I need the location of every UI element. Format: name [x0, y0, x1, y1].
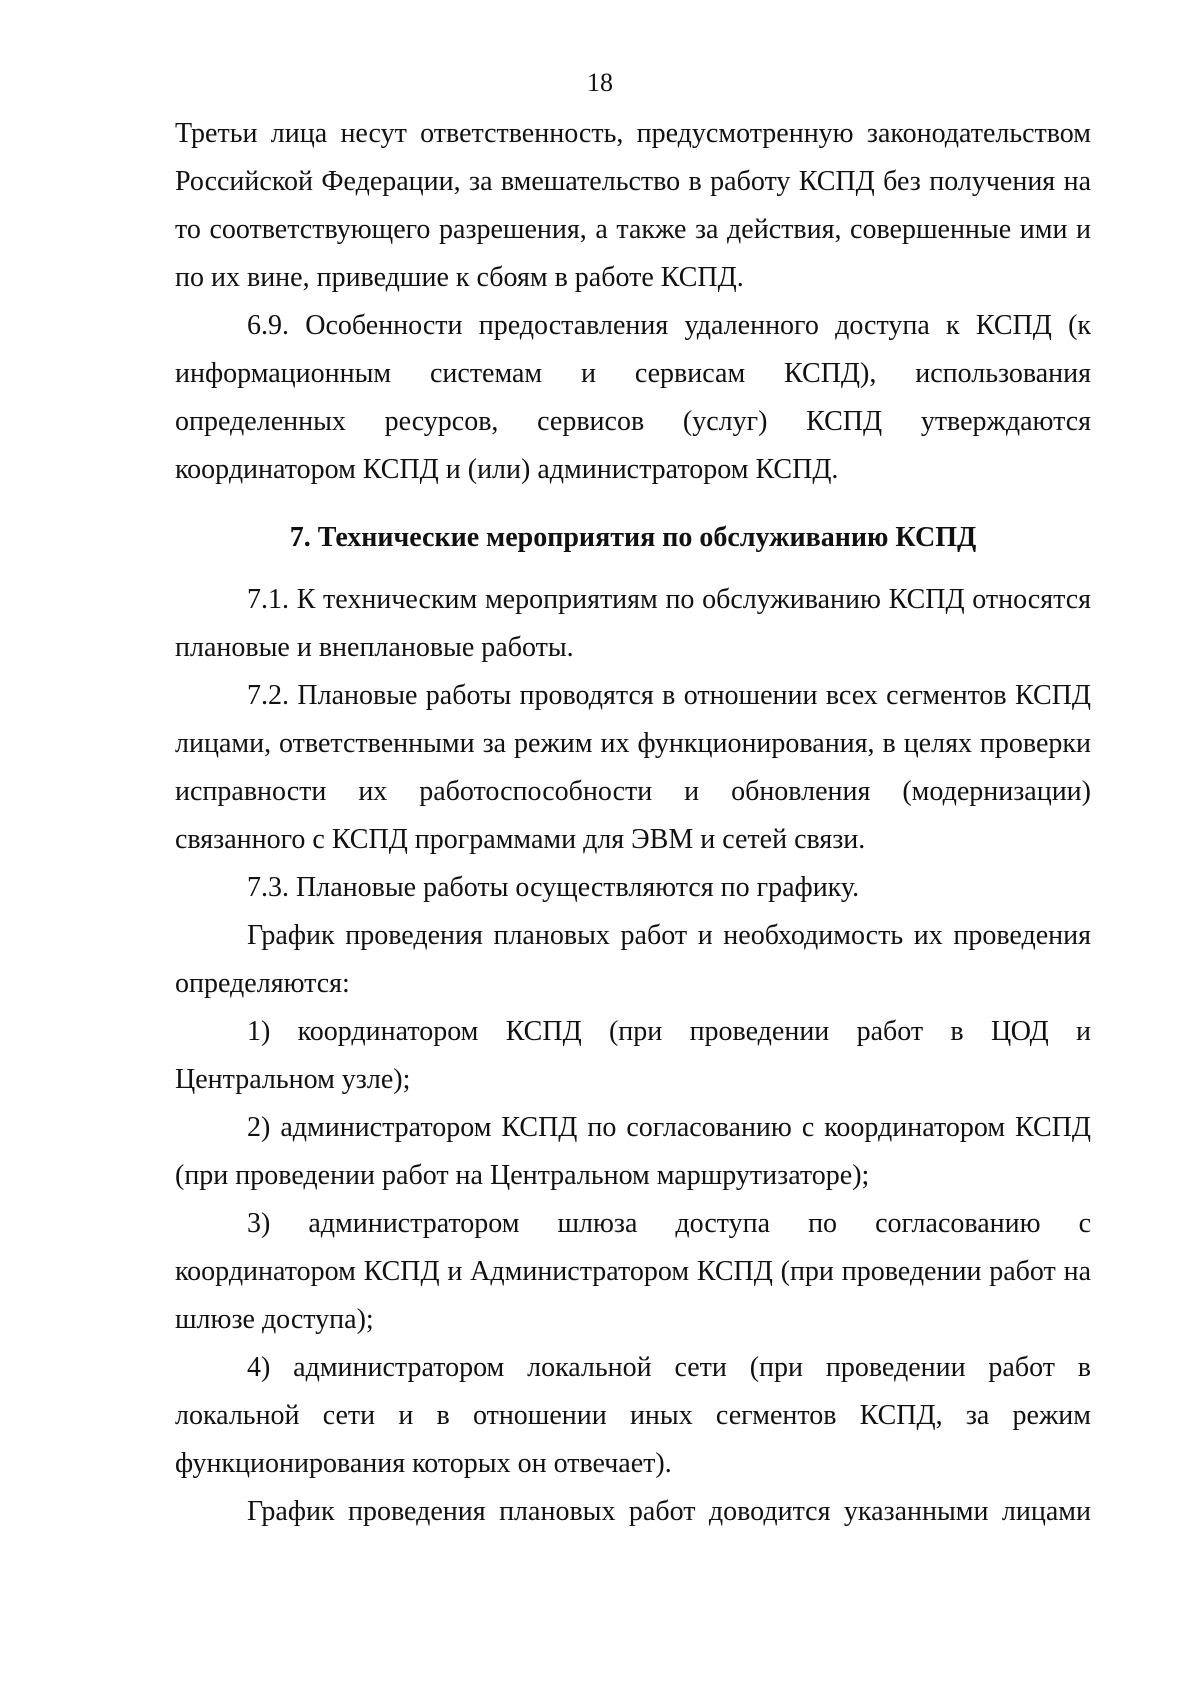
paragraph-schedule-communicated: График проведения плановых работ доводится указанными лицами [247, 1496, 1091, 1527]
section-heading-7: 7. Технические мероприятия по обслуживанию КСПД [289, 522, 977, 553]
list-item-3: 3) администратором шлюза доступа по согласованию с координатором КСПД и Администратором КСПД (при проведении работ на шлюзе доступа); [175, 1208, 1091, 1335]
paragraph-7-3: 7.3. Плановые работы осуществляются по графику. [247, 872, 860, 903]
list-item-2: 2) администратором КСПД по согласованию с координатором КСПД (при проведении работ на Центральном маршрутизаторе); [175, 1112, 1091, 1191]
paragraph-schedule-defined: График проведения плановых работ и необходимость их проведения определяются: [175, 920, 1091, 999]
paragraph-6-9: 6.9. Особенности предоставления удаленного доступа к КСПД (к информационным системам и сервисам КСПД), использования определенных ресурсов, сервисов (услуг) КСПД утверждаются координатором КСПД и (или) администратором КСПД. [175, 310, 1091, 485]
paragraph-third-parties: Третьи лица несут ответственность, предусмотренную законодательством Российской Федерации, за вмешательство в работу КСПД без получения на то соответствующего разрешения, а также за действия, совершенные ими и по их вине, приведшие к сбоям в работе КСПД. [175, 118, 1091, 293]
paragraph-7-1: 7.1. К техническим мероприятиям по обслуживанию КСПД относятся плановые и внеплановые работы. [175, 584, 1091, 663]
document-body [175, 110, 1091, 1536]
paragraph-7-2: 7.2. Плановые работы проводятся в отношении всех сегментов КСПД лицами, ответственными за режим их функционирования, в целях проверки исправности их работоспособности и обновления (модернизации) связанного с КСПД программами для ЭВМ и сетей связи. [175, 680, 1091, 855]
list-item-4: 4) администратором локальной сети (при проведении работ в локальной сети и в отношении иных сегментов КСПД, за режим функционирования которых он отвечает). [175, 1352, 1091, 1479]
list-item-1: 1) координатором КСПД (при проведении работ в ЦОД и Центральном узле); [175, 1016, 1091, 1095]
page-number: 18 [587, 68, 613, 97]
